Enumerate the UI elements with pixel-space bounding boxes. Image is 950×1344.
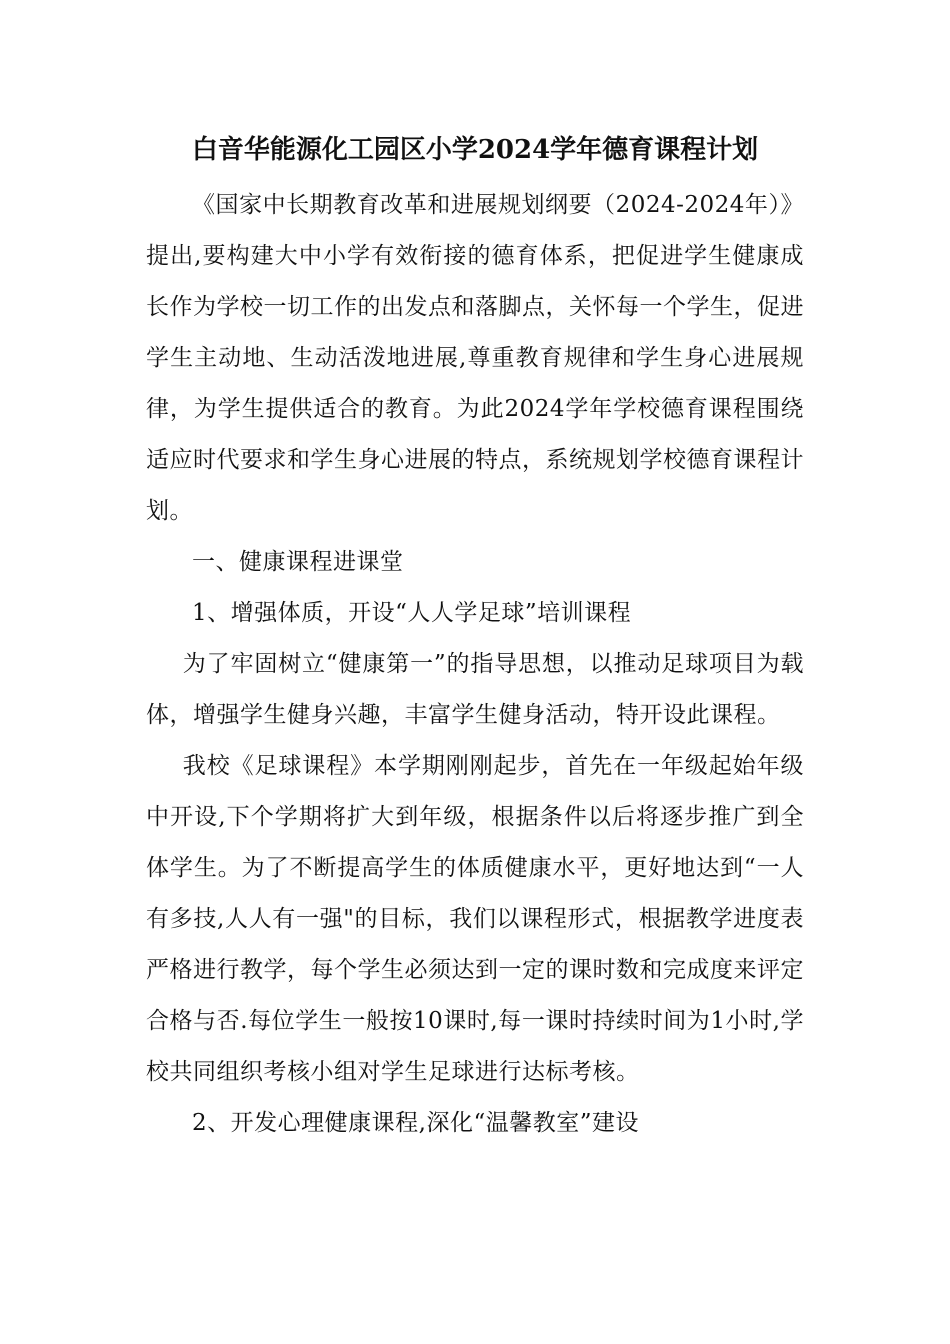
intro-paragraph: 《国家中长期教育改革和进展规划纲要（2024-2024年）》提出,要构建大中小学有效衔接的德育体系，把促进学生健康成长作为学校一切工作的出发点和落脚点，关怀每一个学生，促进学生主动地、生动活泼地进展,尊重教育规律和学生身心进展规律，为学生提供适合的教育。为此2024学年学校德育课程围绕适应时代要求和学生身心进展的特点，系统规划学校德育课程计划。 [146, 192, 804, 524]
item-heading-1: 1、增强体质，开设“人人学足球”培训课程 [192, 600, 632, 626]
item-heading-2: 2、开发心理健康课程,深化“温馨教室”建设 [192, 1110, 639, 1136]
document-title: 白音华能源化工园区小学2024学年德育课程计划 [191, 135, 759, 165]
section-heading-1: 一、健康课程进课堂 [192, 549, 404, 575]
document-page [146, 126, 804, 1149]
item1-paragraph-2: 我校《足球课程》本学期刚刚起步，首先在一年级起始年级中开设,下个学期将扩大到年级，根据条件以后将逐步推广到全体学生。为了不断提高学生的体质健康水平，更好地达到“一人有多技,人人有一强"的目标，我们以课程形式，根据教学进度表严格进行教学，每个学生必须达到一定的课时数和完成度来评定合格与否.每位学生一般按10课时,每一课时持续时间为1小时,学校共同组织考核小组对学生足球进行达标考核。 [146, 753, 804, 1085]
item1-paragraph-1: 为了牢固树立“健康第一”的指导思想，以推动足球项目为载体，增强学生健身兴趣，丰富学生健身活动，特开设此课程。 [146, 651, 804, 728]
